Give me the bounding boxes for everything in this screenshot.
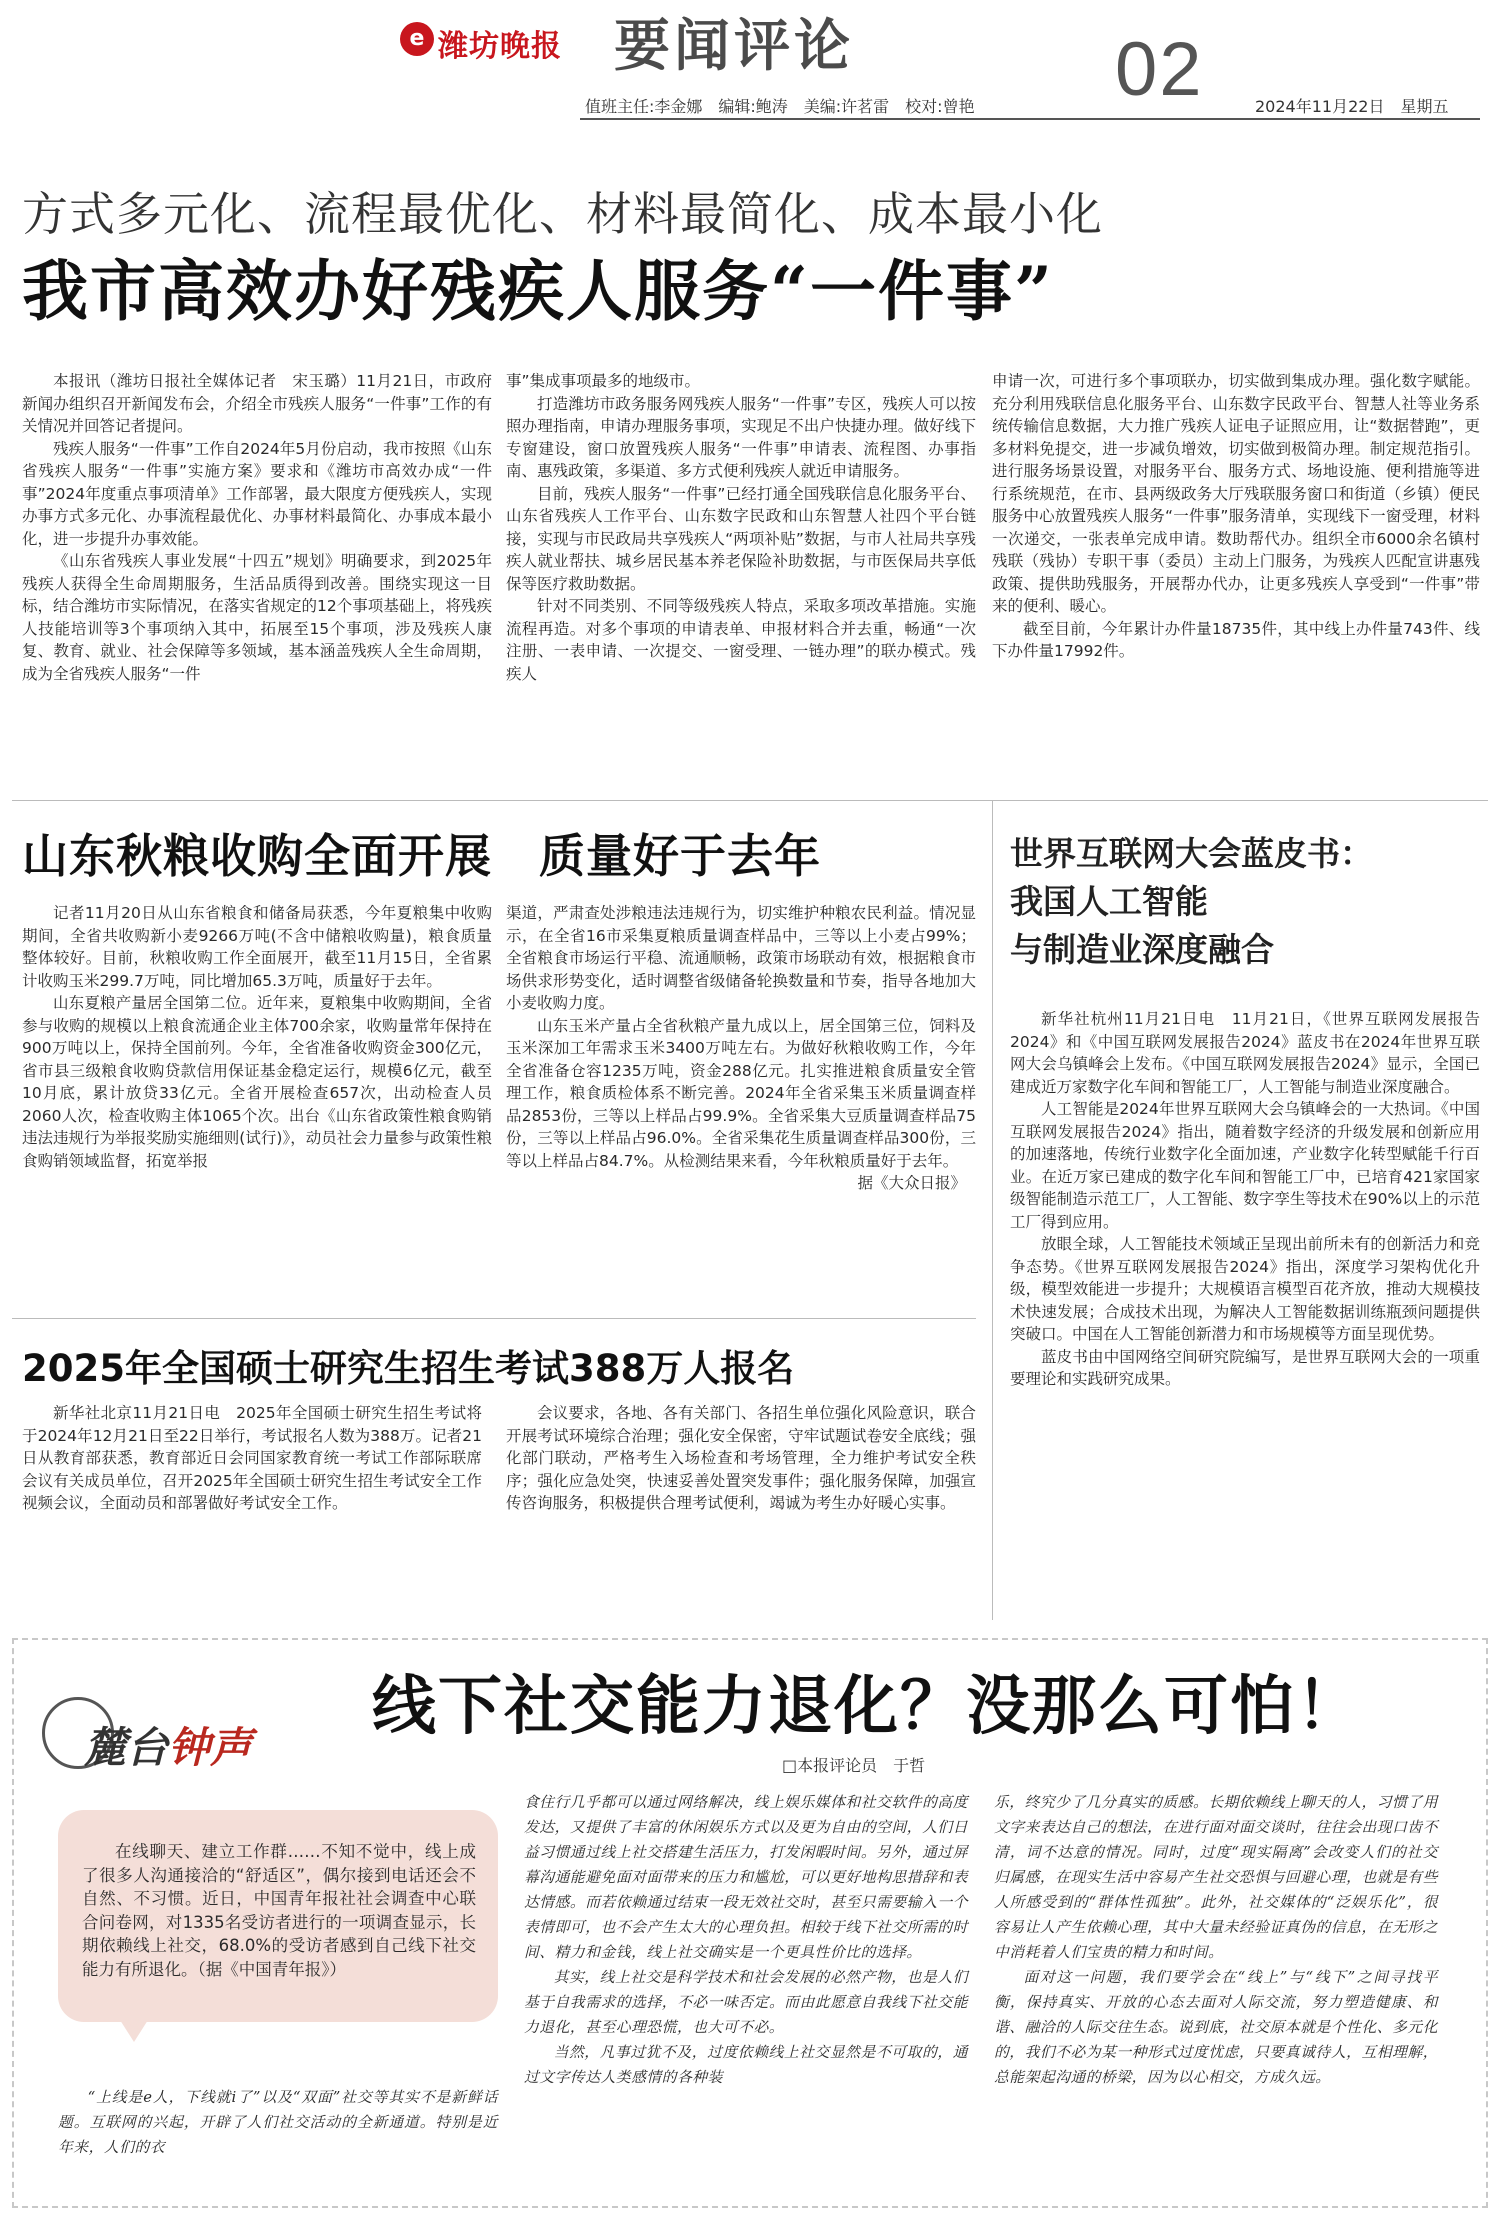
ai-headline-block [1010, 830, 1480, 974]
lead-paragraph: 本报讯（潍坊日报社全媒体记者 宋玉璐）11月21日，市政府新闻办组织召开新闻发布会，介绍全市残疾人服务“一件事”工作的有关情况并回答记者提问。 [22, 372, 492, 435]
column-paragraph: 其实，线上社交是科学技术和社会发展的必然产物，也是人们基于自我需求的选择，不必一味否定。而由此愿意自我线下社交能力退化，甚至心理恐慌，也大可不必。 [524, 1969, 968, 2036]
quote-text: 在线聊天、建立工作群……不知不觉中，线上成了很多人沟通接洽的“舒适区”，偶尔接到电话还会不自然、不习惯。近日，中国青年报社社会调查中心联合问卷网，对1335名受访者进行的一项调查显示，长期依赖线上社交，68.0%的受访者感到自己线下社交能力有所退化。（据《中国青年报》） [82, 1842, 476, 1979]
column-paragraph: “上线是e人，下线就i了”以及“双面”社交等其实不是新鲜话题。互联网的兴起，开辟了人们社交活动的全新通道。特别是近年来，人们的衣 [58, 2089, 498, 2156]
column-col2-text [524, 1790, 968, 2090]
paper-name: 潍坊晚报 [438, 29, 562, 64]
column-author: □本报评论员 于哲 [782, 1756, 926, 1775]
issue-date: 2024年11月22日 星期五 [1255, 97, 1449, 116]
column-logo-text [84, 1715, 252, 1775]
editor-credits: 值班主任:李金娜 编辑:鲍涛 美编:许茗雷 校对:曾艳 [585, 97, 975, 116]
column-divider [992, 800, 993, 1620]
lead-headline: 我市高效办好残疾人服务“一件事” [22, 252, 1054, 330]
exam-column-1 [22, 1402, 482, 1515]
ai-paragraph: 蓝皮书由中国网络空间研究院编写，是世界互联网大会的一项重要理论和实践研究成果。 [1010, 1347, 1480, 1388]
lead-paragraph: 针对不同类别、不同等级残疾人特点，采取多项改革措施。实施流程再造。对多个事项的申请表单、申报材料合并去重，畅通“一次注册、一表申请、一次提交、一窗受理、一链办理”的联办模式。残疾人 [506, 597, 976, 683]
column-paragraph: 食住行几乎都可以通过网络解决，线上娱乐媒体和社交软件的高度发达，又提供了丰富的休闲娱乐方式以及更为自由的空间，人们日益习惯通过线上社交搭建生活压力，打发闲暇时间。另外，通过屏幕沟通能避免面对面带来的压力和尴尬，可以更好地构思措辞和表达情感。而若依赖通过结束一段无效社交时，甚至只需要输入一个表情即可，也不会产生太大的心理负担。相较于线下社交所需的时间、精力和金钱，线上社交确实是一个更具性价比的选择。 [524, 1794, 968, 1961]
column-col3-text [994, 1790, 1438, 2090]
masthead-rule [580, 118, 1480, 120]
exam-paragraph: 会议要求，各地、各有关部门、各招生单位强化风险意识，联合开展考试环境综合治理；强化安全保密，守牢试题试卷安全底线；强化部门联动，严格考生入场检查和考场管理，全力维护考试安全秩序；强化应急处突，快速妥善处置突发事件；强化服务保障，加强宣传咨询服务，积极提供合理考试便利，竭诚为考生办好暖心实事。 [506, 1404, 976, 1512]
column-paragraph: 乐，终究少了几分真实的质感。长期依赖线上聊天的人，习惯了用文字来表达自己的想法，在进行面对面交谈时，往往会出现口齿不清，词不达意的情况。同时，过度“现实隔离”会改变人们的社交归属感，在现实生活中容易产生社交恐惧与回避心理，也就是有些人所感受到的“群体性孤独”。此外，社交媒体的“泛娱乐化”，很容易让人产生依赖心理，其中大量未经验证真伪的信息，在无形之中消耗着人们宝贵的精力和时间。 [994, 1794, 1438, 1961]
exam-column-2 [506, 1402, 976, 1515]
grain-paragraph: 山东夏粮产量居全国第二位。近年来，夏粮集中收购期间，全省参与收购的规模以上粮食流通企业主体700余家，收购量常年保持在900万吨以上，保持全国前列。今年，全省准备收购资金300亿元，省市县三级粮食收购贷款信用保证基金稳定运行，规模6亿元，截至10月底，累计放贷33亿元。全省开展检查657次，出动检查人员2060人次，检查收购主体1065个次。出台《山东省政策性粮食购销违法违规行为举报奖励实施细则(试行)》，动员社会力量参与政策性粮食购销领域监督，拓宽举报 [22, 994, 492, 1170]
quote-box [58, 1810, 498, 2022]
column-logo-accent: 钟声 [168, 1723, 253, 1772]
column-paragraph: 当然，凡事过犹不及，过度依赖线上社交显然是不可取的，通过文字传达人类感情的各种装 [524, 2044, 968, 2086]
lead-paragraph: 打造潍坊市政务服务网残疾人服务“一件事”专区，残疾人可以按照办理指南，申请办理服务事项，实现足不出户快捷办理。做好线下专窗建设，窗口放置残疾人服务“一件事”申请表、流程图、办事指南、惠残政策，多渠道、多方式便利残疾人就近申请服务。 [506, 394, 976, 480]
grain-paragraph: 记者11月20日从山东省粮食和储备局获悉，今年夏粮集中收购期间，全省共收购新小麦9266万吨(不含中储粮收购量)，粮食质量整体较好。目前，秋粮收购工作全面展开，截至11月15日，全省累计收购玉米299.7万吨，同比增加65.3万吨，质量好于去年。 [22, 904, 492, 990]
column-logo-main: 麓台 [84, 1723, 169, 1772]
grain-headline: 山东秋粮收购全面开展 质量好于去年 [22, 829, 821, 883]
lead-paragraph: 事”集成事项最多的地级市。 [506, 372, 701, 390]
ai-headline-line: 世界互联网大会蓝皮书： [1010, 834, 1373, 873]
grain-source: 据《大众日报》 [857, 1174, 966, 1192]
lead-column-2 [506, 370, 976, 685]
lead-paragraph: 《山东省残疾人事业发展“十四五”规划》明确要求，到2025年残疾人获得全生命周期服务，生活品质得到改善。围绕实现这一目标，结合潍坊市实际情况，在落实省规定的12个事项基础上，将残疾人技能培训等3个事项纳入其中，拓展至15个事项，涉及残疾人康复、教育、就业、社会保障等多领域，基本涵盖残疾人全生命周期，成为全省残疾人服务“一件 [22, 552, 492, 683]
column-logo [22, 1695, 322, 1785]
newspaper-logo [400, 12, 610, 64]
lead-paragraph: 目前，残疾人服务“一件事”已经打通全国残联信息化服务平台、山东省残疾人工作平台、山东数字民政和山东智慧人社四个平台链接，实现与市民政局共享残疾人“两项补贴”数据，与市人社局共享残疾人就业帮扶、城乡居民基本养老保险补助数据，与市医保局共享低保等医疗救助数据。 [506, 484, 976, 593]
lead-paragraph: 截至目前，今年累计办件量18735件，其中线上办件量743件、线下办件量17992件。 [992, 619, 1480, 660]
column-headline: 线下社交能力退化？没那么可怕！ [372, 1669, 1362, 1744]
section-divider [12, 800, 1488, 801]
grain-column-2 [506, 902, 976, 1195]
column-col1-text [58, 2085, 498, 2160]
exam-headline: 2025年全国硕士研究生招生考试388万人报名 [22, 1347, 795, 1390]
quote-tail [120, 2020, 148, 2042]
ai-paragraph: 放眼全球，人工智能技术领域正呈现出前所未有的创新活力和竞争态势。《世界互联网发展报告2024》指出，深度学习架构优化升级，模型效能进一步提升；大规模语言模型百花齐放，推动大规模技术快速发展；合成技术出现，为解决人工智能数据训练瓶颈问题提供突破口。中国在人工智能创新潜力和市场规模等方面呈现优势。 [1010, 1235, 1480, 1343]
ai-body [1010, 1008, 1480, 1391]
ai-headline-line: 与制造业深度融合 [1010, 930, 1274, 969]
ai-paragraph: 人工智能是2024年世界互联网大会乌镇峰会的一大热词。《中国互联网发展报告2024》指出，随着数字经济的升级发展和创新应用的加速落地，传统行业数字化全面加速，产业数字化转型赋能千行百业。在近万家已建成的数字化车间和智能工厂中，已培育421家国家级智能制造示范工厂，人工智能、数字孪生等技术在90%以上的示范工厂得到应用。 [1010, 1100, 1480, 1231]
section-title: 要闻评论 [614, 13, 854, 79]
ai-headline-line: 我国人工智能 [1010, 882, 1208, 921]
lead-column-1 [22, 370, 492, 685]
grain-paragraph: 渠道，严肃查处涉粮违法违规行为，切实维护种粮农民利益。情况显示，在全省16市采集夏粮质量调查样品中，三等以上小麦占99%；全省粮食市场运行平稳、流通顺畅，政策市场联动有效，根据粮食市场供求形势变化，适时调整省级储备轮换数量和节奏，指导各地加大小麦收购力度。 [506, 904, 976, 1012]
ai-paragraph: 新华社杭州11月21日电 11月21日，《世界互联网发展报告2024》和《中国互联网发展报告2024》蓝皮书在2024年世界互联网大会乌镇峰会上发布。《中国互联网发展报告2024》显示，全国已建成近万家数字化车间和智能工厂，人工智能与制造业深度融合。 [1010, 1010, 1480, 1096]
exam-paragraph: 新华社北京11月21日电 2025年全国硕士研究生招生考试将于2024年12月21日至22日举行，考试报名人数为388万。记者21日从教育部获悉，教育部近日会同国家教育统一考试工作部际联席会议有关成员单位，召开2025年全国硕士研究生招生考试安全工作视频会议，全面动员和部署做好考试安全工作。 [22, 1404, 482, 1512]
grain-paragraph: 山东玉米产量占全省秋粮产量九成以上，居全国第三位，饲料及玉米深加工年需求玉米3400万吨左右。为做好秋粮收购工作，今年全省准备仓容1235万吨，资金288亿元。扎实推进粮食质量安全管理工作，粮食质检体系不断完善。2024年全省采集玉米质量调查样品2853份，三等以上样品占99.9%。全省采集大豆质量调查样品75份，三等以上样品占96.0%。全省采集花生质量调查样品300份，三等以上样品占84.7%。从检测结果来看，今年秋粮质量好于去年。 [506, 1016, 976, 1170]
column-paragraph: 面对这一问题，我们要学会在“线上”与“线下”之间寻找平衡，保持真实、开放的心态去面对人际交流，努力塑造健康、和谐、融洽的人际交往生态。说到底，社交原本就是个性化、多元化的，我们不必为某一种形式过度忧虑，只要真诚待人，互相理解，总能架起沟通的桥梁，因为以心相交，方成久远。 [994, 1969, 1438, 2086]
lead-paragraph: 残疾人服务“一件事”工作自2024年5月份启动，我市按照《山东省残疾人服务“一件事”实施方案》要求和《潍坊市高效办成“一件事”2024年度重点事项清单》工作部署，最大限度方便残疾人，实现办事方式多元化、办事流程最优化、办事材料最简化、办事成本最小化，进一步提升办事效能。 [22, 439, 492, 548]
lead-column-3 [992, 370, 1480, 663]
grain-column-1 [22, 902, 492, 1172]
logo-mark-icon: e [400, 22, 434, 56]
lead-paragraph: 申请一次，可进行多个事项联办，切实做到集成办理。强化数字赋能。充分利用残联信息化服务平台、山东数字民政平台、智慧人社等业务系统传输信息数据，大力推广残疾人证电子证照应用，让“数据替跑”，更多材料免提交，进一步减负增效，切实做到极简办理。制定规范指引。进行服务场景设置，对服务平台、服务方式、场地设施、便利措施等进行系统规范，在市、县两级政务大厅残联服务窗口和街道（乡镇）便民服务中心放置残疾人服务“一件事”服务清单，实现线下一窗受理，材料一次递交，一张表单完成申请。数助帮代办。组织全市6000余名镇村残联（残协）专职干事（委员）主动上门服务，为残疾人匹配宣讲惠残政策、提供助残服务，开展帮办代办，让更多残疾人享受到“一件事”带来的便利、暖心。 [992, 372, 1480, 615]
page-number: 02 [1115, 27, 1204, 112]
section-divider [12, 1318, 976, 1319]
lead-kicker: 方式多元化、流程最优化、材料最简化、成本最小化 [22, 187, 1103, 241]
